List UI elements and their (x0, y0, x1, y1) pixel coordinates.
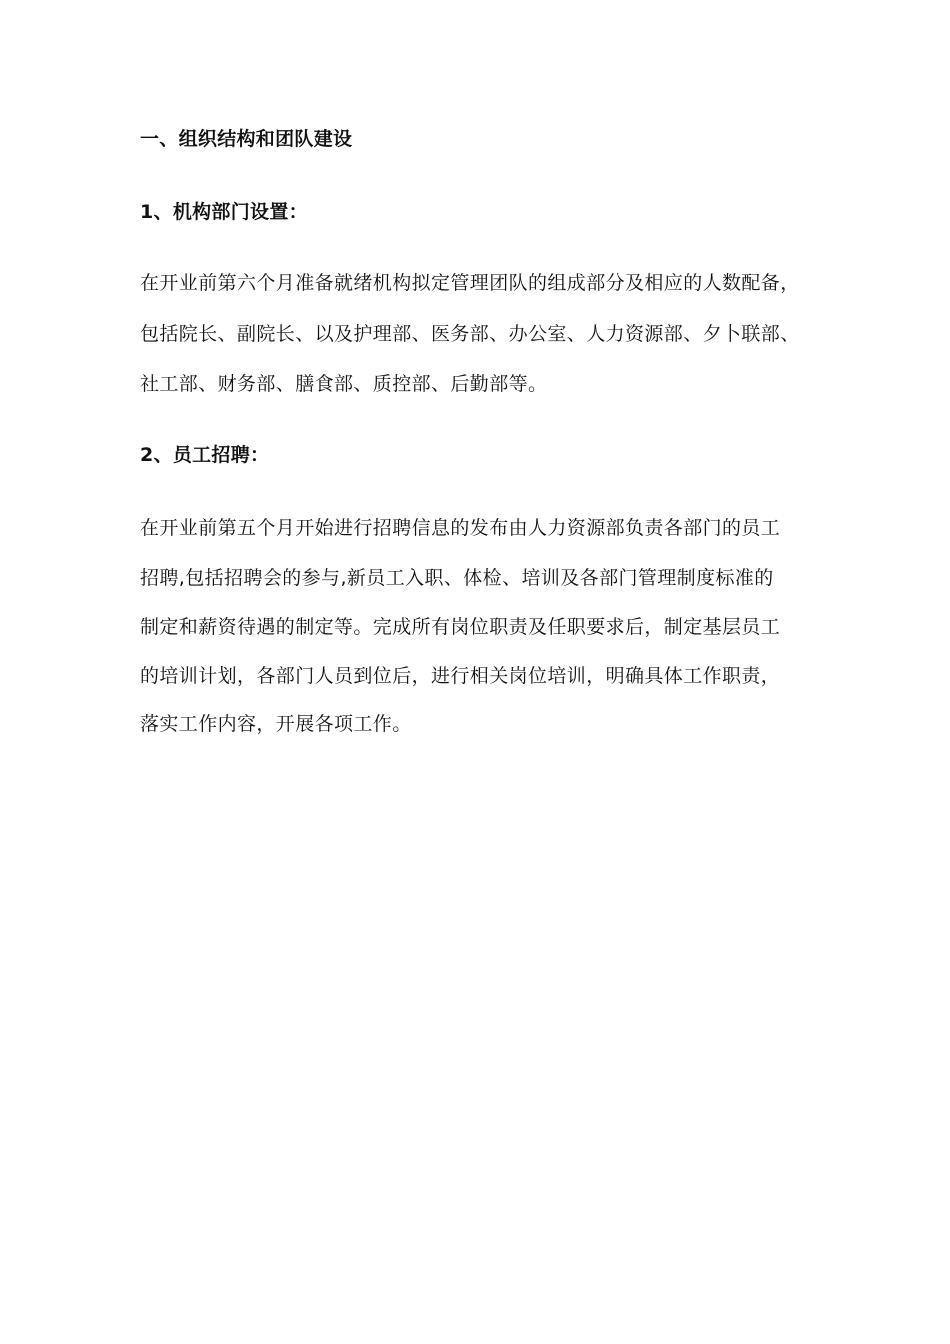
paragraph-line: 招聘,包括招聘会的参与,新员工入职、体检、培训及各部门管理制度标准的 (140, 567, 774, 589)
paragraph-line: 在开业前第六个月准备就绪机构拟定管理团队的组成部分及相应的人数配备， (140, 272, 800, 294)
paragraph-line: 制定和薪资待遇的制定等。完成所有岗位职责及任职要求后，制定基层员工 (140, 616, 781, 638)
paragraph-line: 落实工作内容，开展各项工作。 (140, 713, 412, 735)
paragraph-line: 社工部、财务部、膳食部、质控部、后勤部等。 (140, 373, 548, 395)
subsection-title-departments: 1、机构部门设置： (140, 201, 308, 223)
paragraph-line: 包括院长、副院长、以及护理部、医务部、办公室、人力资源部、夕卜联部、 (140, 323, 800, 345)
section-title: 一、组织结构和团队建设 (140, 128, 353, 150)
paragraph-line: 在开业前第五个月开始进行招聘信息的发布由人力资源部负责各部门的员工 (140, 517, 781, 539)
paragraph-line: 的培训计划，各部门人员到位后，进行相关岗位培训，明确具体工作职责， (140, 665, 781, 687)
subsection-title-recruitment: 2、员工招聘： (140, 444, 270, 466)
